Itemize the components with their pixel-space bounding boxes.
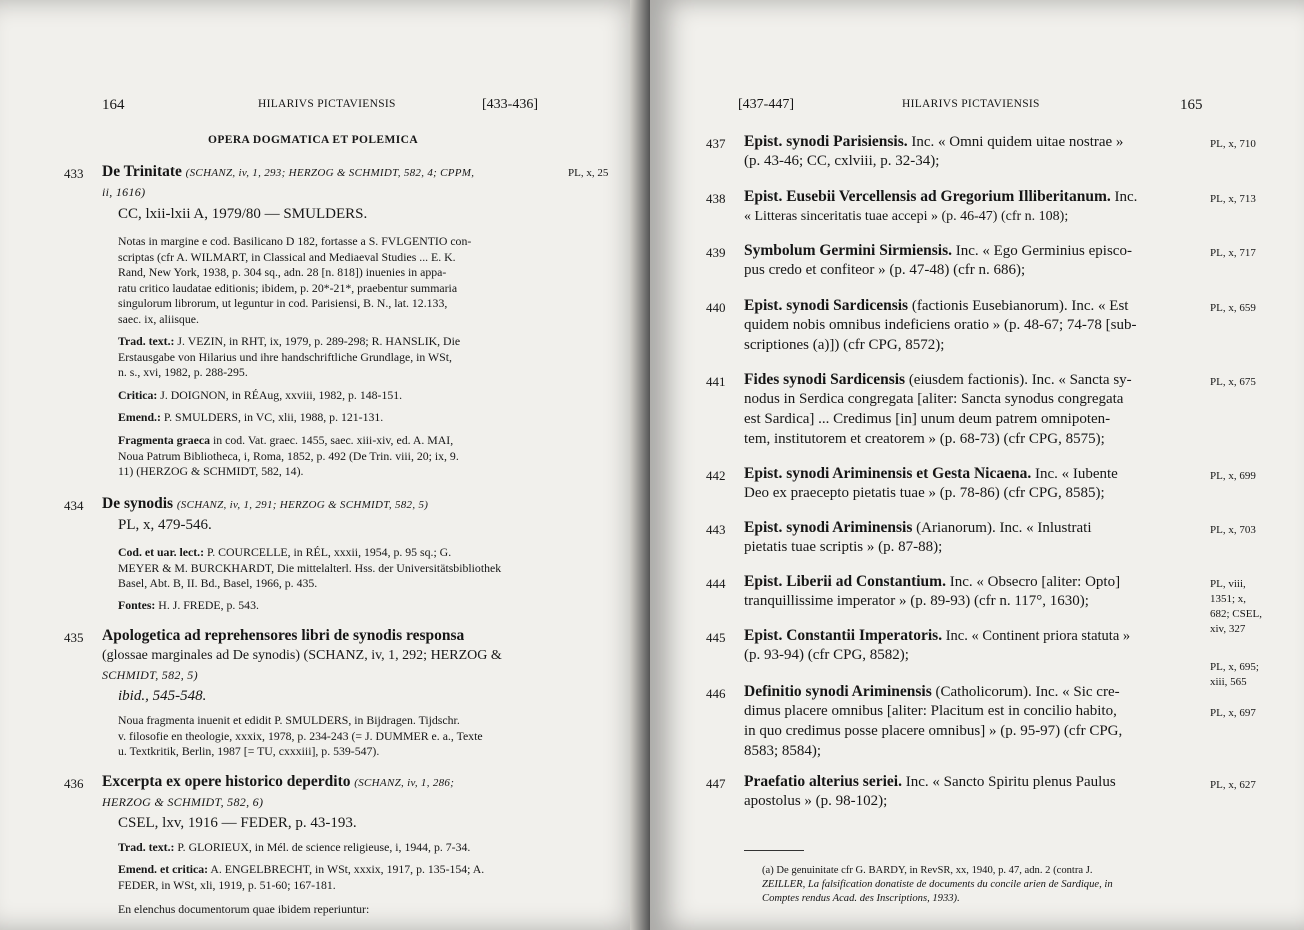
pl-reference: PL, x, 699 <box>1210 470 1256 482</box>
entry-number: 435 <box>64 630 84 645</box>
entry-line: apostolus » (p. 98-102); <box>744 793 888 809</box>
entry-line: « Litteras sinceritatis tuae accepi » (p. 46-47) (cfr n. 108); <box>744 209 1069 224</box>
pl-reference: PL, viii, <box>1210 578 1246 590</box>
emend-433: Emend.: P. SMULDERS, in VC, xlii, 1988, p. 121-131. <box>118 410 384 424</box>
trad-436: Trad. text.: P. GLORIEUX, in Mél. de science religieuse, i, 1944, p. 7-34. <box>118 840 471 854</box>
note-line: FEDER, in WSt, xli, 1919, p. 51-60; 167-181. <box>118 877 336 892</box>
note-line: Noua Patrum Bibliotheca, i, Roma, 1852, p. 492 (De Trin. viii, 20; ix, 9. <box>118 448 459 463</box>
entry-number: 433 <box>64 166 84 181</box>
right-page <box>650 0 1304 930</box>
entry-line: in quo credimus posse placere omnibus] » (p. 95-97) (cfr CPG, <box>744 723 1123 739</box>
note-line: ratu critico laudatae editionis; ibidem, p. 20*-21*, praebentur summaria <box>118 280 458 295</box>
entry-number: 436 <box>64 776 84 791</box>
emend-436 <box>118 862 558 893</box>
footnote <box>762 864 1202 906</box>
entry-meta-cont: SCHMIDT, 582, 5) <box>102 668 198 682</box>
pl-reference: 1351; x, <box>1210 593 1247 605</box>
entry-number: 434 <box>64 498 84 513</box>
entry-heading <box>102 772 454 793</box>
note-line: v. filosofie en theologie, xxxix, 1978, p. 234-243 (= J. DUMMER e. a., Texte <box>118 728 483 743</box>
entry-number: 445 <box>706 630 726 645</box>
page-number-left: 164 <box>102 97 125 113</box>
pl-reference: PL, x, 659 <box>1210 302 1256 314</box>
entry-meta-cont: ii, 1616) <box>102 185 146 199</box>
edition-line: PL, x, 479-546. <box>118 517 212 533</box>
note-line: singulorum librorum, ut leguntur in cod. Parisiensi, B. N., lat. 12.133, <box>118 296 448 311</box>
entry-meta: (SCHANZ, iv, 1, 291; HERZOG & SCHMIDT, 582, 5) <box>176 499 429 511</box>
entry-line: Epist. synodi Ariminensis (Arianorum). Inc. « Inlustrati <box>744 519 1092 536</box>
section-title: OPERA DOGMATICA ET POLEMICA <box>208 134 419 146</box>
note-line: Erstausgabe von Hilarius und ihre handschriftliche Grundlage, in WSt, <box>118 349 452 364</box>
entry-number: 437 <box>706 136 726 151</box>
entry-line: Symbolum Germini Sirmiensis. Inc. « Ego Germinius episco- <box>744 242 1132 259</box>
entry-number: 438 <box>706 191 726 206</box>
entry-line: quidem nobis omnibus indeficiens oratio » (p. 48-67; 74-78 [sub- <box>744 317 1137 333</box>
note-line: scriptas (cfr A. WILMART, in Classical and Mediaeval Studies ... E. K. <box>118 249 456 264</box>
entry-line: Fides synodi Sardicensis (eiusdem factionis). Inc. « Sancta sy- <box>744 371 1132 388</box>
running-head-left: HILARIVS PICTAVIENSIS <box>258 98 396 110</box>
entry-number: 441 <box>706 374 726 389</box>
entry-meta-cont: HERZOG & SCHMIDT, 582, 6) <box>102 795 264 809</box>
entry-line: Praefatio alterius seriei. Inc. « Sancto Spiritu plenus Paulus <box>744 773 1116 790</box>
entry-number: 442 <box>706 468 726 483</box>
footnote-line: (a) De genuinitate cfr G. BARDY, in RevSR, xx, 1940, p. 47, adn. 2 (contra J. <box>762 865 1093 876</box>
entry-line: Epist. Liberii ad Constantium. Inc. « Obsecro [aliter: Opto] <box>744 573 1121 590</box>
entry-heading <box>102 162 474 183</box>
critica-433: Critica: J. DOIGNON, in RÉAug, xxviii, 1982, p. 148-151. <box>118 388 403 402</box>
footnote-rule <box>744 850 804 851</box>
pl-reference: PL, x, 717 <box>1210 247 1256 259</box>
entry-title: Apologetica ad reprehensores libri de synodis responsa <box>102 627 465 644</box>
fragmenta-433 <box>118 433 558 480</box>
note-line: saec. ix, aliisque. <box>118 311 199 326</box>
trad-433 <box>118 334 558 381</box>
entry-line: 8583; 8584); <box>744 743 822 759</box>
notes-433 <box>118 234 558 328</box>
last-line: En elenchus documentorum quae ibidem reperiuntur: <box>118 902 370 916</box>
edition-line: ibid., 545-548. <box>118 688 207 704</box>
note-line: 11) (HERZOG & SCHMIDT, 582, 14). <box>118 464 304 479</box>
note-line: Trad. text.: J. VEZIN, in RHT, ix, 1979, p. 289-298; R. HANSLIK, Die <box>118 334 461 348</box>
entry-heading <box>102 626 464 646</box>
left-page <box>0 0 648 930</box>
entry-line: Epist. synodi Ariminensis et Gesta Nicaena. Inc. « Iubente <box>744 465 1118 482</box>
entry-line: Epist. Eusebii Vercellensis ad Gregorium Illiberitanum. Inc. <box>744 188 1138 205</box>
pl-reference: PL, x, 25 <box>568 167 609 179</box>
entry-line: dimus placere omnibus [aliter: Placitum est in concilio habito, <box>744 703 1117 719</box>
page-number-right: 165 <box>1180 97 1203 113</box>
footnote-line: Comptes rendus Acad. des Inscriptions, 1933). <box>762 893 960 904</box>
edition-line: CC, lxii-lxii A, 1979/80 — SMULDERS. <box>118 206 368 222</box>
entry-title: Excerpta ex opere historico deperdito <box>102 773 351 790</box>
note-line: Noua fragmenta inuenit et edidit P. SMULDERS, in Bijdragen. Tijdschr. <box>118 713 460 727</box>
cod-434 <box>118 545 558 592</box>
entry-number: 439 <box>706 245 726 260</box>
entry-line: Epist. Constantii Imperatoris. Inc. « Continent priora statuta » <box>744 627 1131 644</box>
entry-number: 443 <box>706 522 726 537</box>
pl-reference: xiii, 565 <box>1210 676 1247 688</box>
entry-number: 447 <box>706 776 726 791</box>
entry-number: 446 <box>706 686 726 701</box>
entry-line: pietatis tuae scriptis » (p. 87-88); <box>744 539 943 555</box>
fontes-434: Fontes: H. J. FREDE, p. 543. <box>118 598 259 612</box>
note-line: u. Textkritik, Berlin, 1987 [= TU, cxxxiii], p. 539-547). <box>118 744 380 759</box>
footnote-line: ZEILLER, La falsification donatiste de documents du concile arien de Sardique, in <box>762 879 1113 890</box>
note-line: Cod. et uar. lect.: P. COURCELLE, in RÉL, xxxii, 1954, p. 95 sq.; G. <box>118 545 452 559</box>
note-line: Emend. et critica: A. ENGELBRECHT, in WSt, xxxix, 1917, p. 135-154; A. <box>118 862 485 876</box>
note-line: Rand, New York, 1938, p. 304 sq., adn. 28 [n. 818]) inuenies in appa- <box>118 265 447 280</box>
note-line: n. s., xvi, 1982, p. 288-295. <box>118 365 248 380</box>
note-line: MEYER & M. BURCKHARDT, Die mittelalterl. Hss. der Universitätsbibliothek <box>118 560 502 575</box>
entry-line: est Sardica] ... Credimus [in] unum deum patrem omnipoten- <box>744 411 1111 427</box>
entry-line: nodus in Serdica congregata [aliter: Sancta synodus congregata <box>744 391 1124 407</box>
edition-line: CSEL, lxv, 1916 — FEDER, p. 43-193. <box>118 815 357 831</box>
pl-reference: PL, x, 703 <box>1210 524 1256 536</box>
entry-meta: (SCHANZ, iv, 1, 293; HERZOG & SCHMIDT, 582, 4; CPPM, <box>185 167 475 179</box>
pl-reference: xiv, 327 <box>1210 623 1246 635</box>
entry-line: Epist. synodi Parisiensis. Inc. « Omni quidem uitae nostrae » <box>744 133 1124 150</box>
entry-title: De Trinitate <box>102 163 182 180</box>
entry-meta: (SCHANZ, iv, 1, 286; <box>354 777 455 789</box>
entry-number: 444 <box>706 576 726 591</box>
entry-line: (p. 93-94) (cfr CPG, 8582); <box>744 647 909 663</box>
pl-reference: PL, x, 695; <box>1210 661 1259 673</box>
entry-line: scriptiones (a)]) (cfr CPG, 8572); <box>744 337 945 353</box>
entry-line: (p. 43-46; CC, cxlviii, p. 32-34); <box>744 153 940 169</box>
pl-reference: PL, x, 710 <box>1210 138 1256 150</box>
pl-reference: 682; CSEL, <box>1210 608 1262 620</box>
note-line: Notas in margine e cod. Basilicano D 182, fortasse a S. FVLGENTIO con- <box>118 234 472 248</box>
range-right: [437-447] <box>738 97 794 112</box>
pl-reference: PL, x, 713 <box>1210 193 1256 205</box>
noua-435 <box>118 713 558 760</box>
entry-heading <box>102 494 428 515</box>
entry-line: pus credo et confiteor » (p. 47-48) (cfr n. 686); <box>744 262 1026 278</box>
entry-line: Epist. synodi Sardicensis (factionis Eusebianorum). Inc. « Est <box>744 297 1129 314</box>
running-head-right: HILARIVS PICTAVIENSIS <box>902 98 1040 110</box>
range-left: [433-436] <box>482 97 538 112</box>
entry-line: tranquillissime imperator » (p. 89-93) (cfr n. 117°, 1630); <box>744 593 1089 609</box>
entry-meta: (glossae marginales ad De synodis) (SCHANZ, iv, 1, 292; HERZOG & <box>102 648 502 663</box>
entry-line: Definitio synodi Ariminensis (Catholicorum). Inc. « Sic cre- <box>744 683 1120 700</box>
entry-number: 440 <box>706 300 726 315</box>
pl-reference: PL, x, 675 <box>1210 376 1256 388</box>
pl-reference: PL, x, 627 <box>1210 779 1256 791</box>
note-line: Basel, Abt. B, II. Bd., Basel, 1966, p. 435. <box>118 576 318 591</box>
entry-line: tem, institutorem et creatorem » (p. 68-73) (cfr CPG, 8575); <box>744 431 1105 447</box>
pl-reference: PL, x, 697 <box>1210 707 1256 719</box>
note-line: Fragmenta graeca in cod. Vat. graec. 1455, saec. xiii-xiv, ed. A. MAI, <box>118 433 454 447</box>
entry-line: Deo ex praecepto pietatis tuae » (p. 78-86) (cfr CPG, 8585); <box>744 485 1105 501</box>
entry-title: De synodis <box>102 495 174 512</box>
